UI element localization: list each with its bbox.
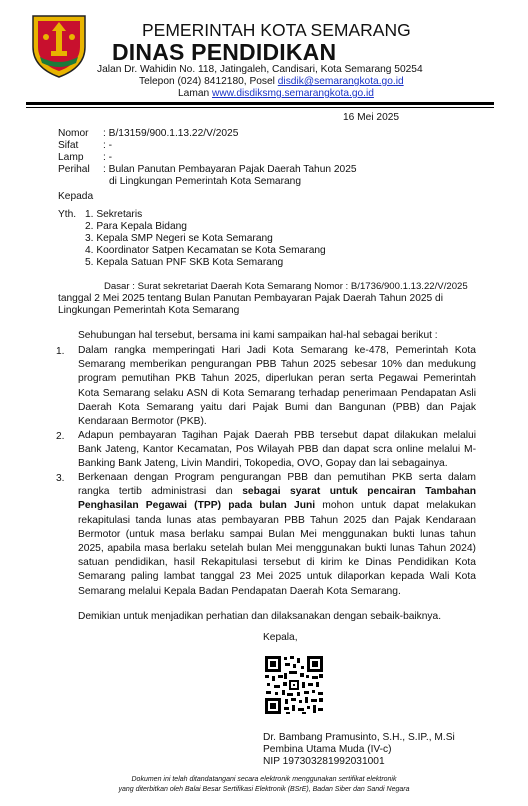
lamp-value: : - <box>103 152 113 163</box>
dasar-line-2: tanggal 2 Mei 2025 tentang Bulan Panutan Pembayaran Pajak Daerah Tahun 2025 di <box>58 293 443 304</box>
signatory-nip: NIP 197303281992031001 <box>263 756 385 767</box>
letterhead-web <box>178 87 374 100</box>
footer-note-1: Dokumen ini telah ditandatangani secara elektronik menggunakan sertifikat elektronik <box>131 776 397 783</box>
footer-note-2: yang diterbitkan oleh Balai Besar Sertifikasi Elektronik (BSrE), Badan Siber dan Sandi Negara <box>118 786 410 793</box>
point-3-number: 3. <box>56 473 65 484</box>
lamp-label: Lamp <box>58 152 84 163</box>
kepada-label: Kepada <box>58 191 94 202</box>
sifat-label: Sifat <box>58 140 79 151</box>
perihal-value-2: di Lingkungan Pemerintah Kota Semarang <box>109 176 301 187</box>
point-1-number: 1. <box>56 346 65 357</box>
signatory-name: Dr. Bambang Pramusinto, S.H., S.IP., M.Si <box>263 732 455 743</box>
nomor-label: Nomor <box>58 128 89 139</box>
phone-text: Telepon (024) 8412180, Posel <box>139 76 278 87</box>
point-3-emphasis: sebagai syarat untuk pencairan Tambahan Penghasilan Pegawai (TPP) pada bulan Juni <box>78 486 476 512</box>
recipient-2: 2. Para Kepala Bidang <box>85 221 187 232</box>
web-label: Laman <box>178 88 212 99</box>
point-3-text-a: Berkenaan dengan Program pengurangan PBB dan pemutihan PKB serta dalam rangka tertib administrasi dan <box>78 472 476 498</box>
signatory-rank: Pembina Utama Muda (IV-c) <box>263 744 392 755</box>
perihal-value: : Bulan Panutan Pembayaran Pajak Daerah Tahun 2025 <box>103 164 357 175</box>
letterhead-divider-thin <box>26 107 494 108</box>
point-2-text: Adapun pembayaran Tagihan Pajak Daerah PBB tersebut dapat dilakukan melalui Bank Jateng, Kantor Kecamatan, Pos Wilayah PBB dan dapat scra online melalui M-Banking Bank Jateng, Livin Mandiri, Tokopedia, OVO, Gopay dan lai sebagainya. <box>78 430 476 470</box>
letterhead-government: PEMERINTAH KOTA SEMARANG <box>142 20 411 40</box>
recipient-4: 4. Koordinator Satpen Kecamatan se Kota Semarang <box>85 245 326 256</box>
signature-qr-code <box>264 655 324 715</box>
intro-text: Sehubungan hal tersebut, bersama ini kami sampaikan hal-hal sebagai berikut : <box>78 330 438 341</box>
dasar-line-1: Dasar : Surat sekretariat Daerah Kota Semarang Nomor : B/1736/900.1.13.22/V/2025 <box>104 281 468 292</box>
city-crest-logo <box>30 13 88 79</box>
recipient-3: 3. Kepala SMP Negeri se Kota Semarang <box>85 233 273 244</box>
point-3-text-b: mohon untuk dapat melakukan rekapitulasi tanda lunas atas pembayaran PBB Tahun 2025 dan Pajak Kendaraan Bermotor (untuk masa berlaku sampai Bulan Mei menggunakan bukti lunas tahun 2025, apabila masa berlaku setelah bulan Mei menggunakan bukti lunas Tahun 2024) satuan pendidikan, hasil Rekapitulasi tersebut di kirim ke Dinas Pendidikan Kota Semarang paling lambat tanggal 23 Mei 2025 untuk dilaporkan kepada Wali Kota Semarang melalui Kepala Badan Pendapatan Daerah Kota Semarang. <box>78 500 476 597</box>
nomor-value: : B/13159/900.1.13.22/V/2025 <box>103 128 239 139</box>
website-link[interactable]: www.disdiksmg.semarangkota.go.id <box>211 88 374 99</box>
perihal-label: Perihal <box>58 164 90 175</box>
dasar-line-3: Lingkungan Pemerintah Kota Semarang <box>58 305 240 316</box>
letterhead-divider <box>26 102 494 105</box>
yth-label: Yth. <box>58 209 77 220</box>
email-link[interactable]: disdik@semarangkota.go.id <box>277 76 404 87</box>
point-1-text: Dalam rangka memperingati Hari Jadi Kota Semarang ke-478, Pemerintah Kota Semarang memberikan pengurangan PBB Tahun 2025 sebesar 10% dan medukung program pemutihan PKB Tahun 2025, diperlukan peran serta Pegawai Pemerintah Kota Semarang selaku ASN di Kota Semarang terhadap penerimaan Pendapatan Asli Daerah Kota Semarang yaitu dari Pajak Bumi dan Bangunan (PBB) dan Pajak Kendaraan Bermotor (PKB). <box>78 345 476 428</box>
point-2-number: 2. <box>56 431 65 442</box>
closing-text: Demikian untuk menjadikan perhatian dan dilaksanakan dengan sebaik-baiknya. <box>78 611 442 622</box>
letterhead-address: Jalan Dr. Wahidin No. 118, Jatingaleh, Candisari, Kota Semarang 50254 <box>97 64 423 75</box>
recipient-5: 5. Kepala Satuan PNF SKB Kota Semarang <box>85 257 284 268</box>
letter-date: 16 Mei 2025 <box>343 112 400 123</box>
recipient-1: 1. Sekretaris <box>85 209 143 220</box>
point-3-text <box>78 471 476 599</box>
signatory-title: Kepala, <box>263 632 298 643</box>
letterhead-department: DINAS PENDIDIKAN <box>112 39 337 65</box>
sifat-value: : - <box>103 140 113 151</box>
